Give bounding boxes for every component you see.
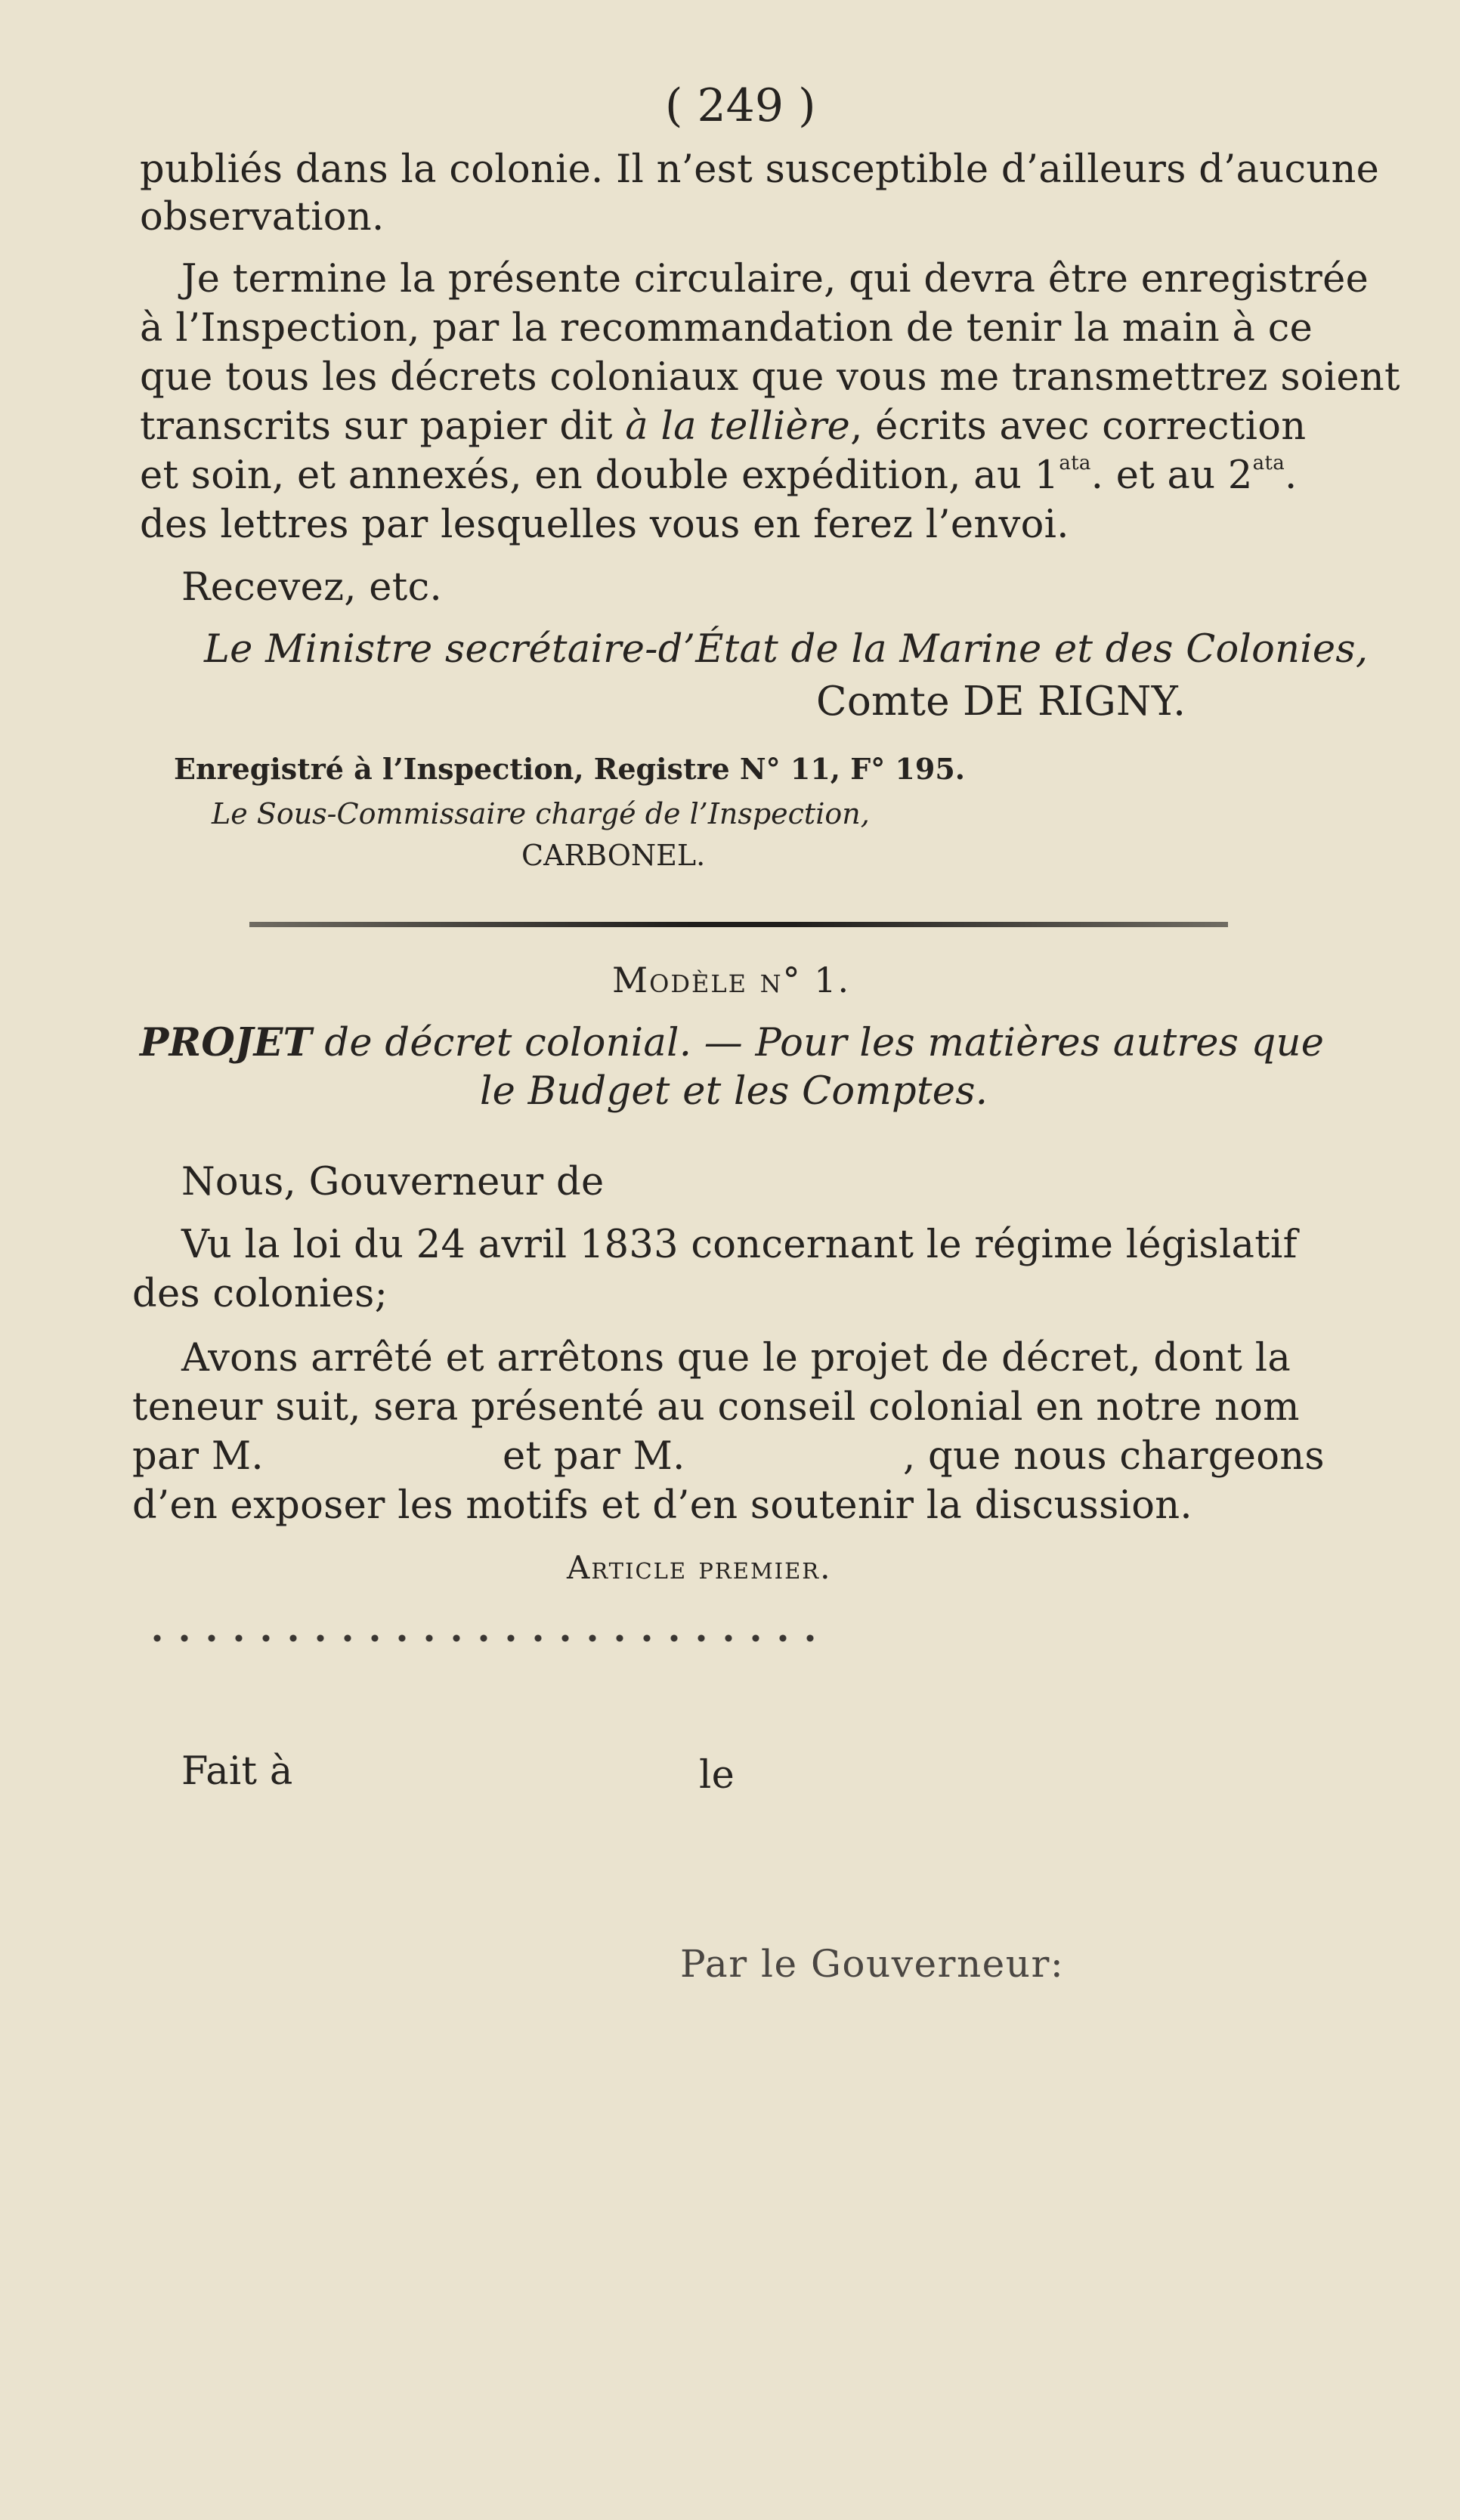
superscript: ata xyxy=(1252,452,1285,475)
text-line: que tous les décrets coloniaux que vous me transmettrez soient xyxy=(140,355,1400,400)
section-divider xyxy=(249,922,1228,927)
italic-term: à la tellière xyxy=(625,404,851,449)
text-line: Nous, Gouverneur de xyxy=(181,1160,605,1204)
commissioner-name: CARBONEL. xyxy=(521,839,706,872)
text-line-par-m: par M. xyxy=(132,1434,264,1479)
registration-note: Enregistré à l’Inspection, Registre N° 11, F° 195. xyxy=(174,752,965,786)
dotted-leader xyxy=(144,1631,824,1646)
text-line: des colonies; xyxy=(132,1272,388,1316)
text-fragment: et soin, et annexés, en double expédition, au 1 xyxy=(140,453,1059,498)
text-line-et-par-m: et par M. xyxy=(503,1434,685,1479)
model-title-keyword: PROJET xyxy=(140,1020,312,1065)
text-line xyxy=(140,404,1306,449)
text-line: publiés dans la colonie. Il n’est susceptible d’ailleurs d’aucune xyxy=(140,147,1380,192)
governor-signature-label: Par le Gouverneur: xyxy=(680,1942,1065,1986)
text-line: d’en exposer les motifs et d’en soutenir la discussion. xyxy=(132,1483,1192,1528)
model-title-line: le Budget et les Comptes. xyxy=(480,1069,988,1114)
text-fragment: transcrits sur papier dit xyxy=(140,404,626,449)
signature-name: Comte DE RIGNY. xyxy=(816,679,1186,725)
text-line-chargeons: , que nous chargeons xyxy=(903,1434,1325,1479)
text-fragment: . xyxy=(1285,453,1298,498)
text-line: Vu la loi du 24 avril 1833 concernant le régime législatif xyxy=(181,1223,1298,1267)
page-number: ( 249 ) xyxy=(665,79,816,132)
commissioner-title: Le Sous-Commissaire chargé de l’Inspection, xyxy=(212,797,870,830)
text-fragment: , écrits avec correction xyxy=(850,404,1307,449)
model-heading: Modèle n° 1. xyxy=(612,960,851,1000)
article-heading: Article premier. xyxy=(567,1549,832,1586)
text-line: à l’Inspection, par la recommandation de tenir la main à ce xyxy=(140,306,1313,351)
text-line xyxy=(140,453,1298,498)
model-title-line xyxy=(140,1020,1324,1065)
text-line: Recevez, etc. xyxy=(181,565,442,610)
text-line: des lettres par lesquelles vous en ferez l’envoi. xyxy=(140,502,1069,547)
date-label: le xyxy=(699,1753,735,1798)
signature-title: Le Ministre secrétaire-d’État de la Marine et des Colonies, xyxy=(204,627,1369,672)
text-fragment: . et au 2 xyxy=(1090,453,1253,498)
text-line: Avons arrêté et arrêtons que le projet de décret, dont la xyxy=(181,1336,1291,1381)
text-line: Je termine la présente circulaire, qui devra être enregistrée xyxy=(181,257,1369,301)
text-line: teneur suit, sera présenté au conseil colonial en notre nom xyxy=(132,1385,1300,1430)
fait-a-label: Fait à xyxy=(181,1749,293,1794)
text-line: observation. xyxy=(140,195,385,240)
superscript: ata xyxy=(1059,452,1091,475)
model-title-rest: de décret colonial. — Pour les matières autres que xyxy=(311,1021,1325,1065)
